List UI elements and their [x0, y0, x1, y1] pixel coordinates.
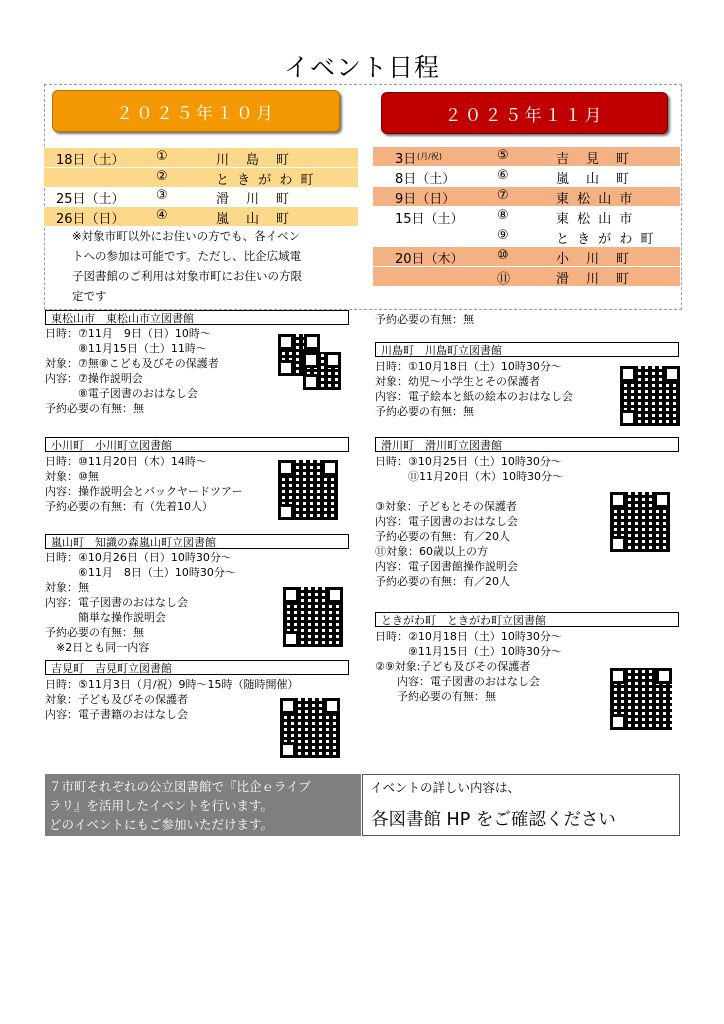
- footer-contact: [362, 774, 680, 836]
- footer-contact-lead: イベントの詳しい内容は、: [370, 780, 521, 795]
- footer-contact-main: 各図書館 HP をご確認ください: [371, 810, 616, 830]
- schedule-town: 嵐 山 町: [216, 211, 292, 227]
- info-line: 日時：②10月18日（土）10時30分～: [375, 630, 562, 643]
- info-line: 予約必要の有無：無: [45, 626, 144, 639]
- schedule-row: [44, 148, 358, 167]
- note-line: 定です: [72, 289, 107, 303]
- schedule-number: ①: [156, 149, 168, 164]
- info-line: ⑥11月 8日（土）10時30分～: [45, 566, 236, 579]
- library-header-yoshimi: 吉見町 吉見町立図書館: [45, 660, 349, 675]
- info-line: 日時：⑤11月3日（月/祝）9時～15時（随時開催）: [45, 678, 299, 691]
- info-line: 予約必要の有無：無: [375, 690, 496, 703]
- info-line: 対象：⑩無: [45, 470, 99, 483]
- schedule-row: [373, 187, 680, 206]
- qr-code-icon[interactable]: [610, 668, 672, 730]
- qr-code-icon[interactable]: [280, 698, 340, 758]
- schedule-row: [373, 227, 680, 246]
- library-info-tokigawa: [375, 629, 562, 704]
- schedule-row: [373, 247, 680, 266]
- schedule-town: 滑 川 町: [556, 272, 632, 287]
- schedule-town: 滑 川 町: [216, 192, 292, 207]
- qr-code-icon[interactable]: [278, 460, 338, 520]
- info-line: 内容：電子図書のおはなし会: [375, 675, 540, 688]
- schedule-row: [373, 147, 680, 166]
- schedule-number: ②: [156, 168, 168, 184]
- library-header-tokigawa: ときがわ町 ときがわ町立図書館: [375, 612, 679, 627]
- info-line: 予約必要の有無：有（先着10人）: [45, 500, 213, 513]
- schedule-row: [373, 207, 680, 226]
- schedule-town: 川 島 町: [216, 153, 292, 168]
- schedule-row: [373, 167, 680, 186]
- info-line: 予約必要の有無：有／20人: [375, 575, 510, 588]
- library-info-ogawa: [45, 454, 243, 514]
- schedule-date: 18日（土）: [56, 153, 125, 168]
- schedule-row: [373, 267, 680, 286]
- info-line: 内容：電子書籍のおはなし会: [45, 708, 188, 721]
- note-line: ※対象市町以外にお住いの方でも、各イベン: [72, 229, 301, 243]
- schedule-number: ⑥: [497, 168, 509, 183]
- schedule-number: ⑩: [497, 248, 509, 263]
- info-line: ⑪11月20日（木）10時30分～: [375, 470, 563, 483]
- october-header: ２０２５年１０月: [52, 90, 340, 132]
- schedule-town: 東 松 山 市: [556, 192, 635, 207]
- schedule-town: と き が わ 町: [216, 172, 316, 188]
- info-line: ⑧電子図書のおはなし会: [45, 387, 198, 400]
- info-line: 日時：⑩11月20日（木）14時～: [45, 455, 207, 468]
- schedule-number: ⑨: [497, 228, 509, 243]
- schedule-town: 嵐 山 町: [556, 172, 632, 187]
- info-line: 内容：電子絵本と紙の絵本のおはなし会: [375, 390, 573, 403]
- info-line: 対象：幼児～小学生とその保護者: [375, 375, 540, 388]
- info-line: 内容：⑦操作説明会: [45, 372, 143, 385]
- schedule-row: [44, 187, 358, 206]
- info-line: 対象：⑦無⑧こども及びその保護者: [45, 357, 219, 370]
- schedule-row: [44, 168, 358, 187]
- info-line: ③対象：子どもとその保護者: [375, 500, 517, 513]
- library-header-higashimatsuyama: 東松山市 東松山市立図書館: [45, 310, 349, 325]
- info-line: 日時：①10月18日（土）10時30分～: [375, 360, 562, 373]
- library-info-higashimatsuyama: [45, 326, 219, 416]
- library-header-ranzan: 嵐山町 知識の森嵐山町立図書館: [45, 534, 349, 549]
- info-line: 内容：操作説明会とバックヤードツアー: [45, 485, 243, 498]
- info-line: 対象：子ども及びその保護者: [45, 693, 188, 706]
- library-header-namegawa: 滑川町 滑川町立図書館: [375, 437, 679, 452]
- footer-line: ラリ』を活用したイベントを行います。: [49, 798, 274, 813]
- note-line: トへの参加は可能です。ただし、比企広域電: [72, 249, 302, 263]
- info-line: 予約必要の有無：有／20人: [375, 530, 510, 543]
- schedule-town: と き が わ 町: [556, 232, 656, 247]
- info-line: 日時：④10月26日（日）10時30分～: [45, 551, 232, 564]
- library-info-ranzan: [45, 550, 236, 655]
- library-header-kawajima: 川島町 川島町立図書館: [375, 342, 679, 357]
- schedule-town: 吉 見 町: [556, 152, 632, 167]
- info-line: 対象：無: [45, 581, 89, 594]
- higashimatsuyama-reservation: 予約必要の有無：無: [375, 313, 474, 326]
- schedule-town: 東 松 山 市: [556, 212, 635, 227]
- info-line: ※2日とも同一内容: [45, 641, 150, 654]
- schedule-date-suffix: (月/祝): [417, 152, 442, 161]
- info-line: 予約必要の有無：無: [45, 402, 144, 415]
- qr-code-icon[interactable]: [283, 587, 343, 647]
- info-line: 内容：電子図書のおはなし会: [45, 596, 188, 609]
- footer-line: ７市町それぞれの公立図書館で『比企ｅライブ: [49, 779, 311, 794]
- info-line: 内容：電子図書館操作説明会: [375, 560, 518, 573]
- schedule-number: ③: [156, 188, 168, 203]
- info-line: 日時：⑦11月 9日（日）10時～: [45, 327, 211, 340]
- schedule-date: 15日（土）: [395, 212, 464, 227]
- library-info-namegawa: [375, 454, 563, 589]
- info-line: 日時：③10月25日（土）10時30分～: [375, 455, 562, 468]
- info-line: 内容：電子図書のおはなし会: [375, 515, 518, 528]
- info-line: ⑧11月15日（土）11時～: [45, 342, 207, 355]
- october-note: [72, 226, 342, 306]
- schedule-number: ⑪: [497, 272, 511, 287]
- footer-line: どのイベントにもご参加いただけます。: [49, 817, 274, 832]
- schedule-number: ⑤: [497, 148, 509, 163]
- qr-code-icon[interactable]: [610, 492, 670, 552]
- footer-summary: [45, 774, 361, 836]
- note-line: 子図書館のご利用は対象市町にお住いの方限: [72, 269, 302, 283]
- info-line: 予約必要の有無：無: [375, 405, 474, 418]
- qr-code-icon[interactable]: [620, 366, 680, 426]
- qr-code-icon[interactable]: [303, 352, 341, 390]
- library-info-kawajima: [375, 359, 573, 419]
- schedule-town: 小 川 町: [556, 252, 632, 267]
- schedule-date: 8日（土）: [395, 172, 456, 187]
- info-line: ②⑨対象:子ども及びその保護者: [375, 660, 531, 673]
- schedule-row: [44, 207, 358, 226]
- library-header-ogawa: 小川町 小川町立図書館: [45, 437, 349, 452]
- info-line: ⑨11月15日（土）10時30分～: [375, 645, 562, 658]
- schedule-number: ④: [156, 207, 168, 223]
- schedule-date: 26日（日）: [56, 211, 125, 227]
- info-line: 簡単な操作説明会: [45, 611, 166, 624]
- schedule-number: ⑦: [497, 188, 509, 203]
- page-title: イベント日程: [283, 53, 440, 82]
- schedule-date: 20日（木）: [395, 252, 464, 267]
- schedule-date: 3日: [395, 152, 417, 167]
- schedule-number: ⑧: [497, 208, 509, 223]
- info-line: ⑪対象：60歳以上の方: [375, 545, 488, 558]
- schedule-date: 9日（日）: [395, 192, 456, 207]
- november-header: ２０２５年１１月: [381, 92, 668, 134]
- library-info-yoshimi: [45, 677, 299, 722]
- schedule-date: 25日（土）: [56, 192, 125, 207]
- spacer: [375, 484, 563, 499]
